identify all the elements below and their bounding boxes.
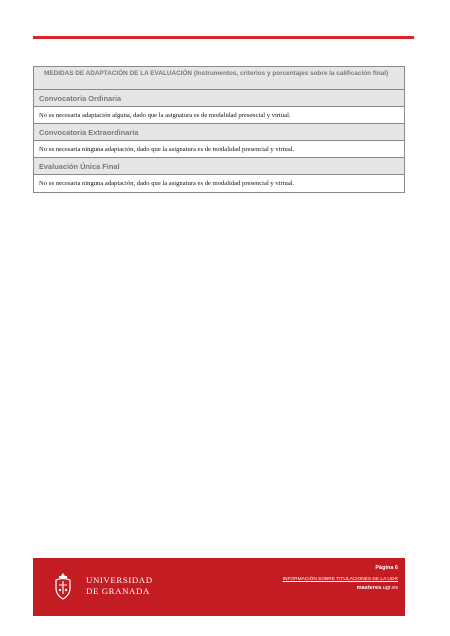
top-red-rule — [33, 36, 414, 39]
page-footer — [33, 558, 405, 616]
table-header-subtitle: (Instrumentos, criterios y porcentajes sobre la calificación final) — [192, 70, 389, 77]
university-crest-icon — [53, 572, 73, 600]
section-title-extraordinaria: Convocatoria Extraordinaria — [34, 124, 404, 141]
titulaciones-info-link[interactable]: INFORMACIÓN SOBRE TITULACIONES DE LA UGR — [282, 577, 398, 582]
section-text-ordinaria: No es necesaria adaptación alguna, dado que la asignatura es de modalidad presencial y virtual. — [34, 107, 404, 124]
section-text-extraordinaria: No es necesaria ninguna adaptación, dado que la asignatura es de modalidad presencial y virtual. — [34, 141, 404, 158]
section-title-evaluacion-unica: Evaluación Única Final — [34, 158, 404, 175]
section-text-evaluacion-unica: No es necesaria ninguna adaptación, dado que la asignatura es de modalidad presencial y virtual. — [39, 180, 295, 187]
university-name-line2: DE GRANADA — [86, 586, 150, 596]
table-header-title: MEDIDAS DE ADAPTACIÓN DE LA EVALUACIÓN — [44, 70, 193, 77]
table-header — [34, 67, 404, 90]
university-name-line1: UNIVERSIDAD — [86, 575, 153, 585]
section-title-ordinaria: Convocatoria Ordinaria — [34, 90, 404, 107]
site-domain: .ugr.es — [381, 585, 398, 591]
site-name-bold: masteres — [356, 585, 382, 591]
evaluation-adaptation-table — [33, 66, 405, 193]
page-number: Página 6 — [375, 565, 398, 571]
masteres-site-link[interactable] — [357, 585, 398, 591]
